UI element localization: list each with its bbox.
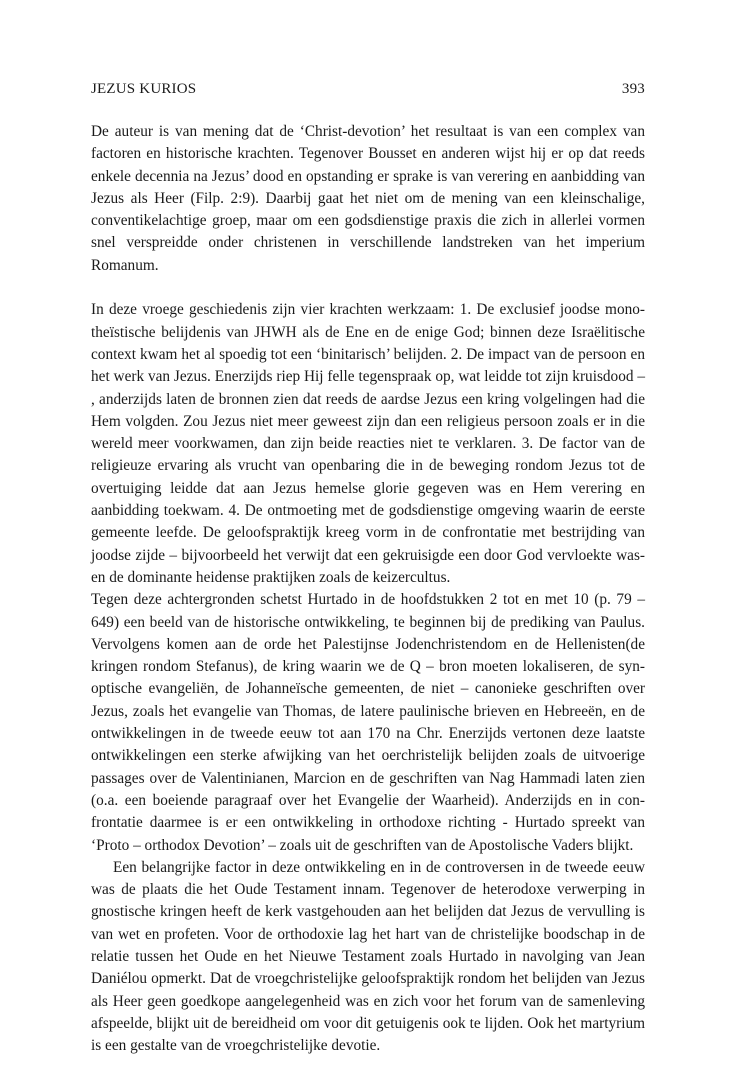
page-number: 393	[621, 81, 645, 97]
paragraph-1: De auteur is van mening dat de ‘Christ-devotion’ het resultaat is van een complex van factoren en historische krachten. Tegenover Bousset en anderen wijst hij er op dat reeds enkele decennia na Jezus’ dood en opstanding er sprake is van verering en aanbidding van Jezus als Heer (Filp. 2:9). Daarbij gaat het niet om de mening van een kleinschalige, conventikelachtige groep, maar om een godsdienstige praxis die zich in allerlei vormen snel verspreidde onder christenen in verschillende landstreken van het imperium Romanum.	[91, 123, 645, 274]
running-header	[91, 78, 645, 100]
body-text	[91, 121, 645, 1057]
paragraph-3: Tegen deze achtergronden schetst Hurtado in de hoofdstukken 2 tot en met 10 (p. 79 – 649) een beeld van de historische ontwikkeling, te beginnen bij de prediking van Paulus. Vervolgens komen aan de orde het Palestijnse Jodenchristendom en de Hellenisten(de kringen rondom Stefanus), de kring waarin we de Q – bron moeten lokaliseren, de synoptische evangeliën, de Johanneïsche gemeenten, de niet – canonieke geschriften over Jezus, zoals het evangelie van Thomas, de latere paulinische brieven en Hebreeën, en de ontwikkelingen in de tweede eeuw tot aan 170 na Chr. Enerzijds vertonen deze laatste ontwikkelingen een sterke afwijking van het oerchristelijk belijden zoals de uitvoerige passages over de Valentinianen, Marcion en de geschriften van Nag Hammadi laten zien (o.a. een boeiende paragraaf over het Evangelie der Waarheid). Anderzijds en in confrontatie daarmee is er een ontwikkeling in orthodoxe richting - Hurtado spreekt van ‘Proto – orthodox Devotion’ – zoals uit de geschriften van de Apostolische Vaders blijkt.	[91, 591, 645, 854]
paragraph-4: Een belangrijke factor in deze ontwikkeling en in de controversen in de tweede eeuw was de plaats die het Oude Testament innam. Tegenover de heterodoxe verwerping in gnostische kringen heeft de kerk vastgehouden aan het belijden dat Jezus de vervulling is van wet en profeten. Voor de orthodoxie lag het hart van de christelijke boodschap in de relatie tussen het Oude en het Nieuwe Testament zoals Hurtado in navolging van Jean Daniélou opmerkt. Dat de vroegchristelijke geloofspraktijk rondom het belijden van Jezus als Heer geen goedkope aangelegenheid was en zich voor het forum van de samenleving afspeelde, blijkt uit de bereidheid om voor dit getuigenis ook te lijden. Ook het martyrium is een gestalte van de vroegchristelijke devotie.	[91, 858, 645, 1055]
running-title: JEZUS KURIOS	[91, 81, 197, 97]
paragraph-2: In deze vroege geschiedenis zijn vier krachten werkzaam: 1. De exclusief joodse monotheïstische belijdenis van JHWH als de Ene en de enige God; binnen deze Israëlitische context kwam het al spoedig tot een ‘binitarisch’ belijden. 2. De impact van de persoon en het werk van Jezus. Enerzijds riep Hij felle tegenspraak op, wat leidde tot zijn kruisdood – , anderzijds laten de bronnen zien dat reeds de aardse Jezus een kring volgelingen had die Hem volgden. Zou Jezus niet meer geweest zijn dan een religieus persoon zoals er in die wereld meer voorkwamen, dan zijn beide reacties niet te verklaren. 3. De factor van de religieuze ervaring als vrucht van openbaring die in de beweging rondom Jezus tot de overtuiging leidde dat aan Jezus hemelse glorie gegeven was en Hem verering en aanbidding toekwam. 4. De ontmoeting met de godsdienstige omgeving waarin de eerste gemeente leefde. De geloofspraktijk kreeg vorm in de confrontatie met bestrijding van joodse zijde – bijvoorbeeld het verwijt dat een gekruisigde een door God vervloekte was- en de dominante heidense praktijken zoals de keizercultus.	[91, 301, 645, 586]
